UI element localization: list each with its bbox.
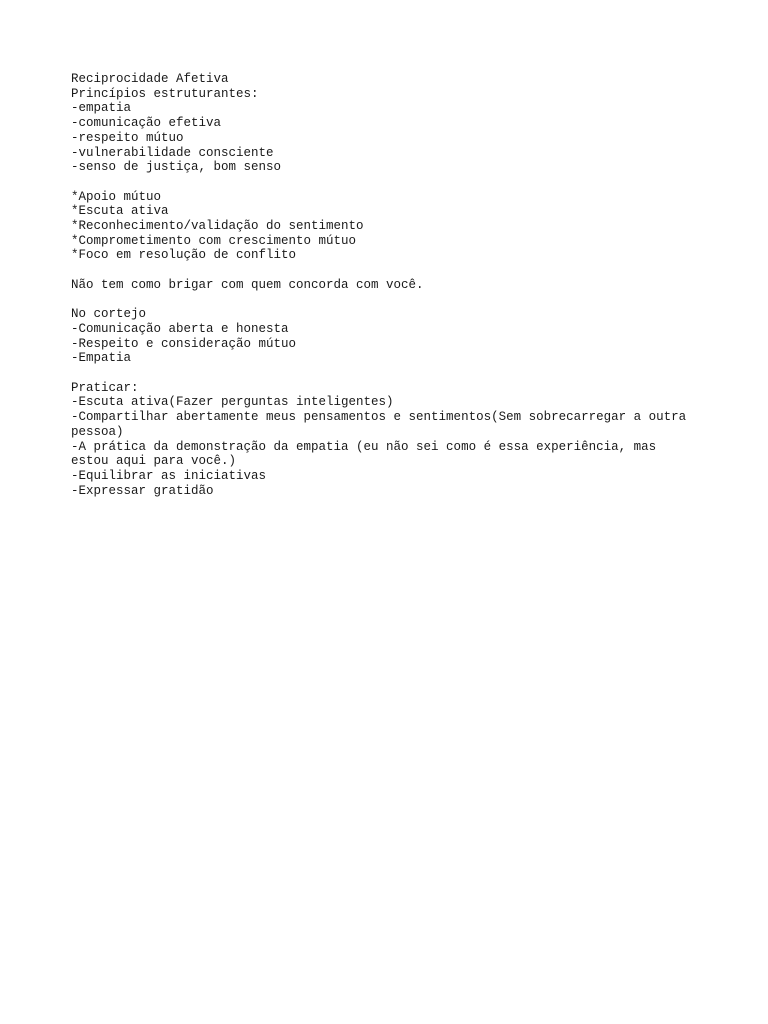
text-line: -Comunicação aberta e honesta	[71, 321, 289, 336]
section-heading: Princípios estruturantes:	[71, 86, 259, 101]
text-line: -empatia	[71, 101, 132, 116]
text-line: *Foco em resolução de conflito	[71, 248, 297, 263]
text-line: -comunicação efetiva	[71, 116, 222, 131]
document-block	[71, 190, 711, 264]
text-line: *Comprometimento com crescimento mútuo	[71, 233, 357, 248]
blank-line	[71, 293, 711, 308]
blank-line	[71, 366, 711, 381]
document-block	[71, 381, 711, 499]
document-block	[71, 278, 711, 293]
text-line: -vulnerabilidade consciente	[71, 145, 274, 160]
text-line: -A prática da demonstração da empatia (eu não sei como é essa experiência, mas	[71, 439, 657, 454]
document-title: Reciprocidade Afetiva	[71, 72, 229, 86]
blank-line	[71, 263, 711, 278]
section-heading: Praticar:	[71, 380, 139, 395]
text-line: estou aqui para você.)	[71, 454, 237, 469]
document-block	[71, 307, 711, 366]
text-line: *Escuta ativa	[71, 204, 169, 219]
text-line: -Respeito e consideração mútuo	[71, 336, 297, 351]
text-line: Não tem como brigar com quem concorda com você.	[71, 277, 424, 292]
text-line: -Empatia	[71, 351, 132, 366]
text-line: *Reconhecimento/validação do sentimento	[71, 219, 364, 234]
text-line: *Apoio mútuo	[71, 189, 162, 204]
text-line: -Equilibrar as iniciativas	[71, 468, 267, 483]
text-line: -respeito mútuo	[71, 130, 184, 145]
text-line: -Compartilhar abertamente meus pensamentos e sentimentos(Sem sobrecarregar a outra	[71, 410, 687, 425]
blank-line	[71, 175, 711, 190]
text-line: -Expressar gratidão	[71, 483, 214, 498]
section-heading: No cortejo	[71, 307, 147, 322]
document-block	[71, 72, 711, 175]
text-line: -senso de justiça, bom senso	[71, 160, 282, 175]
text-line: pessoa)	[71, 424, 124, 439]
document-body	[71, 72, 711, 498]
text-line: -Escuta ativa(Fazer perguntas inteligentes)	[71, 395, 394, 410]
